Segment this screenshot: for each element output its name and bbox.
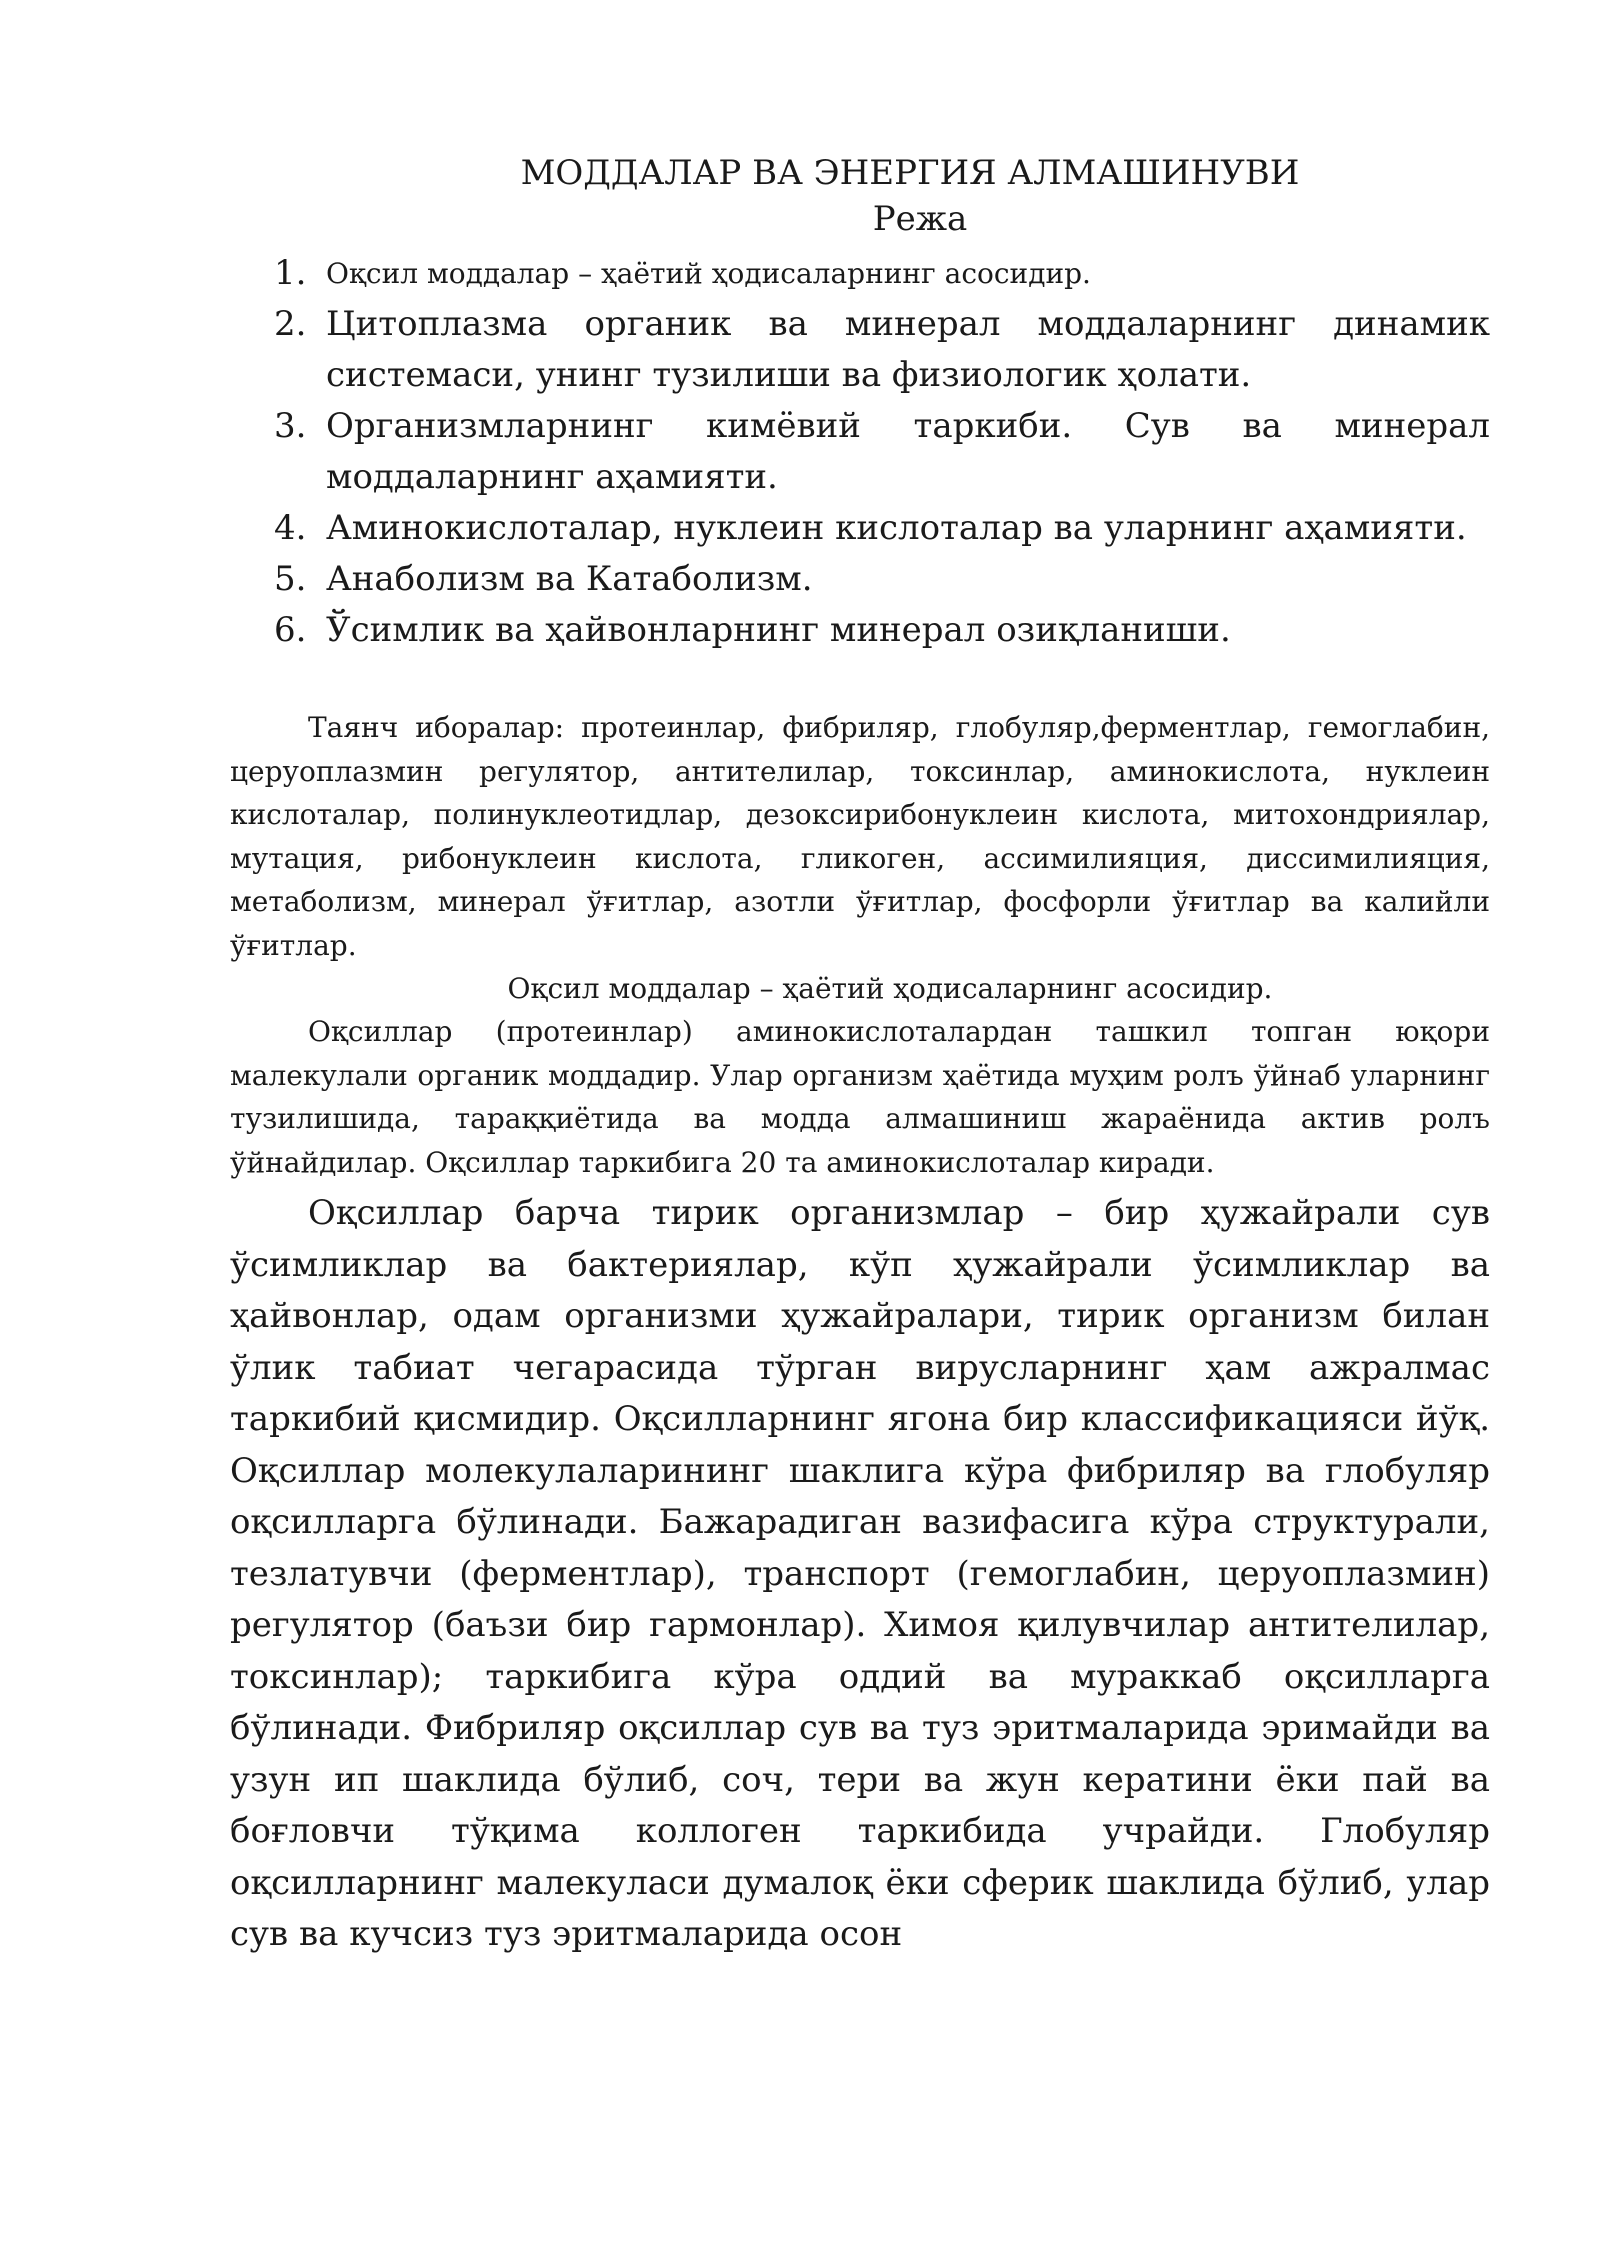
plan-item-number: 4. <box>274 508 307 548</box>
plan-item <box>230 401 1490 503</box>
document-page <box>230 150 1490 1961</box>
plan-item-text: Анаболизм ва Катаболизм. <box>326 559 813 599</box>
plan-item-number: 2. <box>274 304 307 344</box>
plan-item-number: 6. <box>274 610 307 650</box>
plan-item-text: Аминокислоталар, нуклеин кислоталар ва уларнинг аҳамияти. <box>326 508 1467 548</box>
body-paragraph: Оқсиллар (протеинлар) аминокислоталардан ташкил топган юқори малекулали органик моддадир. Улар организм ҳаётида муҳим ролъ ўйнаб уларнинг тузилишида, тараққиётида ва модда алмашиниш жараёнида актив ролъ ўйнайдилар. Оқсиллар таркибига 20 та аминокислоталар киради. <box>230 1015 1490 1179</box>
keywords-paragraph: Таянч иборалар: протеинлар, фибриляр, глобуляр,ферментлар, гемоглабин, церуоплазмин регулятор, антителилар, токсинлар, аминокислота, нуклеин кислоталар, полинуклеотидлар, дезоксирибонуклеин кислота, митохондриялар, мутация, рибонуклеин кислота, гликоген, ассимилияция, диссимилияция, метаболизм, минерал ўғитлар, азотли ўғитлар, фосфорли ўғитлар ва калийли ўғитлар. <box>230 711 1490 962</box>
plan-item <box>230 605 1490 656</box>
plan-list <box>230 248 1490 656</box>
plan-item-text: Организмларнинг кимёвий таркиби. Сув ва минерал моддаларнинг аҳамияти. <box>326 406 1490 497</box>
plan-item <box>230 554 1490 605</box>
plan-item-number: 5. <box>274 559 307 599</box>
document-title: МОДДАЛАР ВА ЭНЕРГИЯ АЛМАШИНУВИ <box>520 153 1300 193</box>
plan-heading: Режа <box>872 199 968 239</box>
plan-item <box>230 248 1490 299</box>
plan-item-text: Оқсил моддалар – ҳаётий ҳодисаларнинг асосидир. <box>326 257 1091 290</box>
plan-item-text: Ўсимлик ва ҳайвонларнинг минерал озиқланиши. <box>326 610 1231 650</box>
plan-item-number: 1. <box>274 253 307 293</box>
body-paragraph: Оқсиллар барча тирик организмлар – бир ҳужайрали сув ўсимликлар ва бактериялар, кўп ҳужайрали ўсимликлар ва ҳайвонлар, одам организми ҳужайралари, тирик организм билан ўлик табиат чегарасида тўрган вирусларнинг ҳам ажралмас таркибий қисмидир. Оқсилларнинг ягона бир классификацияси йўқ. Оқсиллар молекулаларининг шаклига кўра фибриляр ва глобуляр оқсилларга бўлинади. Бажарадиган вазифасига кўра структурали, тезлатувчи (ферментлар), транспорт (гемоглабин, церуоплазмин) регулятор (баъзи бир гармонлар). Химоя қилувчилар антителилар, токсинлар); таркибига кўра оддий ва мураккаб оқсилларга бўлинади. Фибриляр оқсиллар сув ва туз эритмаларида эримайди ва узун ип шаклида бўлиб, соч, тери ва жун кератини ёки пай ва боғловчи тўқима коллоген таркибида учрайди. Глобуляр оқсилларнинг малекуласи думалоқ ёки сферик шаклида бўлиб, улар сув ва кучсиз туз эритмаларида осон <box>230 1193 1490 1954</box>
section-heading: Оқсил моддалар – ҳаётий ҳодисаларнинг асосидир. <box>507 972 1273 1005</box>
plan-item <box>230 503 1490 554</box>
plan-item-text: Цитоплазма органик ва минерал моддаларнинг динамик системаси, унинг тузилиши ва физиологик ҳолати. <box>326 304 1490 395</box>
plan-item-number: 3. <box>274 406 307 446</box>
plan-item <box>230 299 1490 401</box>
